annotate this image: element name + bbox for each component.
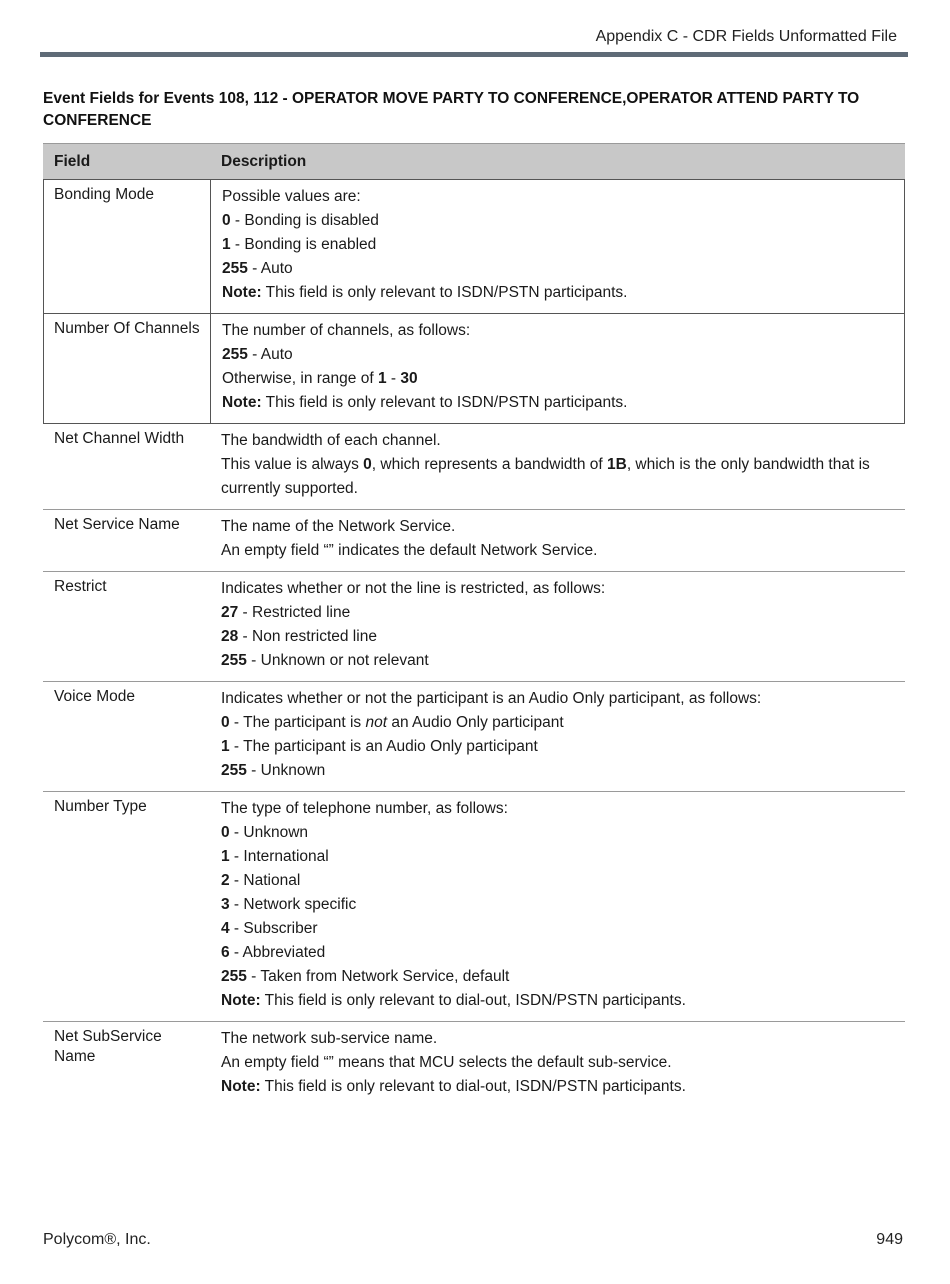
field-name: Number Type	[54, 798, 147, 815]
footer-company: Polycom®, Inc.	[43, 1231, 151, 1248]
line-text: - The participant is	[229, 714, 366, 731]
description-line	[221, 429, 893, 453]
description-line	[221, 893, 893, 917]
emphasis-value: 255	[221, 762, 247, 779]
table-row	[43, 510, 905, 572]
line-text: The name of the Network Service.	[221, 518, 456, 535]
line-text: This field is only relevant to ISDN/PSTN participants.	[261, 394, 628, 411]
line-text: - Network specific	[229, 896, 357, 913]
description-line	[222, 209, 892, 233]
table-row	[43, 682, 905, 792]
emphasis-value: 255	[221, 968, 247, 985]
field-name: Bonding Mode	[44, 180, 211, 313]
line-text: - Unknown or not relevant	[246, 652, 429, 669]
description-line	[222, 185, 892, 209]
description-line	[221, 711, 893, 735]
table-row	[43, 572, 905, 682]
emphasis-value: 1	[222, 236, 231, 253]
line-text: - Bonding is disabled	[230, 212, 379, 229]
line-text: This field is only relevant to dial-out, ISDN/PSTN participants.	[260, 992, 686, 1009]
line-text: - Auto	[247, 260, 293, 277]
description-line	[221, 539, 893, 563]
table-body	[43, 180, 905, 1107]
field-description	[210, 510, 905, 571]
section-title: Event Fields for Events 108, 112 - OPERATOR MOVE PARTY TO CONFERENCE,OPERATOR ATTEND PARTY TO CONFERENCE	[43, 90, 860, 129]
line-text: This field is only relevant to dial-out, ISDN/PSTN participants.	[260, 1078, 686, 1095]
header-description: Description	[221, 152, 307, 170]
field-description	[211, 314, 904, 423]
line-text: An empty field “” indicates the default Network Service.	[221, 542, 598, 559]
line-text: - Non restricted line	[238, 628, 377, 645]
table-row	[43, 180, 905, 314]
description-line	[221, 625, 893, 649]
line-text: - International	[229, 848, 329, 865]
description-line	[221, 735, 893, 759]
field-name: Number Of Channels	[44, 314, 211, 423]
page-number: 949	[876, 1231, 903, 1248]
running-header: Appendix C - CDR Fields Unformatted File	[595, 28, 897, 45]
description-line	[221, 1075, 893, 1099]
emphasis-text: not	[365, 714, 388, 731]
emphasis-value: 28	[221, 628, 239, 645]
description-line	[222, 319, 892, 343]
field-name: Net SubService Name	[54, 1028, 162, 1065]
emphasis-value: 255	[222, 260, 248, 277]
emphasis-value: 255	[221, 652, 247, 669]
description-line	[221, 989, 893, 1013]
line-text: An empty field “” means that MCU selects the default sub-service.	[221, 1054, 672, 1071]
table-row	[43, 1022, 905, 1107]
header-field: Field	[54, 152, 91, 170]
emphasis-value: 255	[222, 346, 248, 363]
line-text: The number of channels, as follows:	[222, 322, 471, 339]
line-text: - Auto	[247, 346, 293, 363]
emphasis-value: 30	[400, 370, 418, 387]
field-description	[210, 572, 905, 681]
line-text: - The participant is an Audio Only participant	[229, 738, 538, 755]
line-text: The bandwidth of each channel.	[221, 432, 441, 449]
emphasis-value: 6	[221, 944, 230, 961]
emphasis-value: 1	[221, 848, 230, 865]
description-line	[222, 367, 892, 391]
line-text: - National	[229, 872, 301, 889]
table-row	[43, 424, 905, 510]
line-text: - Restricted line	[238, 604, 351, 621]
emphasis-value: 4	[221, 920, 230, 937]
emphasis-value: 1B	[606, 456, 627, 473]
emphasis-value: 3	[221, 896, 230, 913]
emphasis-value: 0	[221, 714, 230, 731]
emphasis-value: Note:	[222, 284, 262, 301]
line-text: Otherwise, in range of	[222, 370, 378, 387]
line-text: -	[386, 370, 401, 387]
emphasis-value: Note:	[221, 1078, 261, 1095]
line-text: - Taken from Network Service, default	[246, 968, 510, 985]
description-line	[221, 577, 893, 601]
line-text: Indicates whether or not the line is restricted, as follows:	[221, 580, 606, 597]
field-description	[210, 682, 905, 791]
line-text: - Abbreviated	[229, 944, 326, 961]
header-rule	[40, 52, 908, 57]
emphasis-value: 0	[221, 824, 230, 841]
emphasis-value: 1	[221, 738, 230, 755]
description-line	[222, 391, 892, 415]
emphasis-value: 27	[221, 604, 239, 621]
emphasis-value: Note:	[222, 394, 262, 411]
line-text: - Unknown	[246, 762, 326, 779]
table-header-row	[43, 143, 905, 180]
line-text: , which represents a bandwidth of	[371, 456, 607, 473]
field-description	[210, 792, 905, 1021]
description-line	[222, 257, 892, 281]
field-name: Restrict	[54, 578, 107, 595]
emphasis-value: Note:	[221, 992, 261, 1009]
description-line	[221, 515, 893, 539]
description-line	[221, 965, 893, 989]
description-line	[221, 1051, 893, 1075]
description-line	[222, 281, 892, 305]
emphasis-value: 0	[222, 212, 231, 229]
line-text: The network sub-service name.	[221, 1030, 438, 1047]
description-line	[221, 687, 893, 711]
field-description	[210, 1022, 905, 1107]
line-text: This value is always	[221, 456, 364, 473]
field-description	[210, 424, 905, 509]
description-line	[221, 821, 893, 845]
description-line	[221, 797, 893, 821]
description-line	[222, 343, 892, 367]
line-text: The type of telephone number, as follows:	[221, 800, 508, 817]
description-line	[221, 869, 893, 893]
description-line	[221, 1027, 893, 1051]
line-text: This field is only relevant to ISDN/PSTN participants.	[261, 284, 628, 301]
field-description	[211, 180, 904, 313]
emphasis-value: 1	[377, 370, 387, 387]
description-line	[222, 233, 892, 257]
description-line	[221, 453, 893, 501]
description-line	[221, 649, 893, 673]
line-text: , which is the only bandwidth that is currently supported.	[221, 456, 870, 497]
table-row	[43, 314, 905, 424]
event-fields-table	[43, 143, 905, 1107]
field-name: Net Service Name	[54, 516, 180, 533]
line-text: Indicates whether or not the participant is an Audio Only participant, as follows:	[221, 690, 762, 707]
emphasis-value: 2	[221, 872, 230, 889]
table-row	[43, 792, 905, 1022]
description-line	[221, 845, 893, 869]
line-text: an Audio Only participant	[387, 714, 564, 731]
line-text: - Bonding is enabled	[230, 236, 377, 253]
field-name: Voice Mode	[54, 688, 135, 705]
line-text: Possible values are:	[222, 188, 361, 205]
description-line	[221, 759, 893, 783]
description-line	[221, 917, 893, 941]
description-line	[221, 601, 893, 625]
emphasis-value: 0	[363, 456, 372, 473]
line-text: - Unknown	[229, 824, 309, 841]
line-text: - Subscriber	[229, 920, 318, 937]
description-line	[221, 941, 893, 965]
field-name: Net Channel Width	[54, 430, 185, 447]
